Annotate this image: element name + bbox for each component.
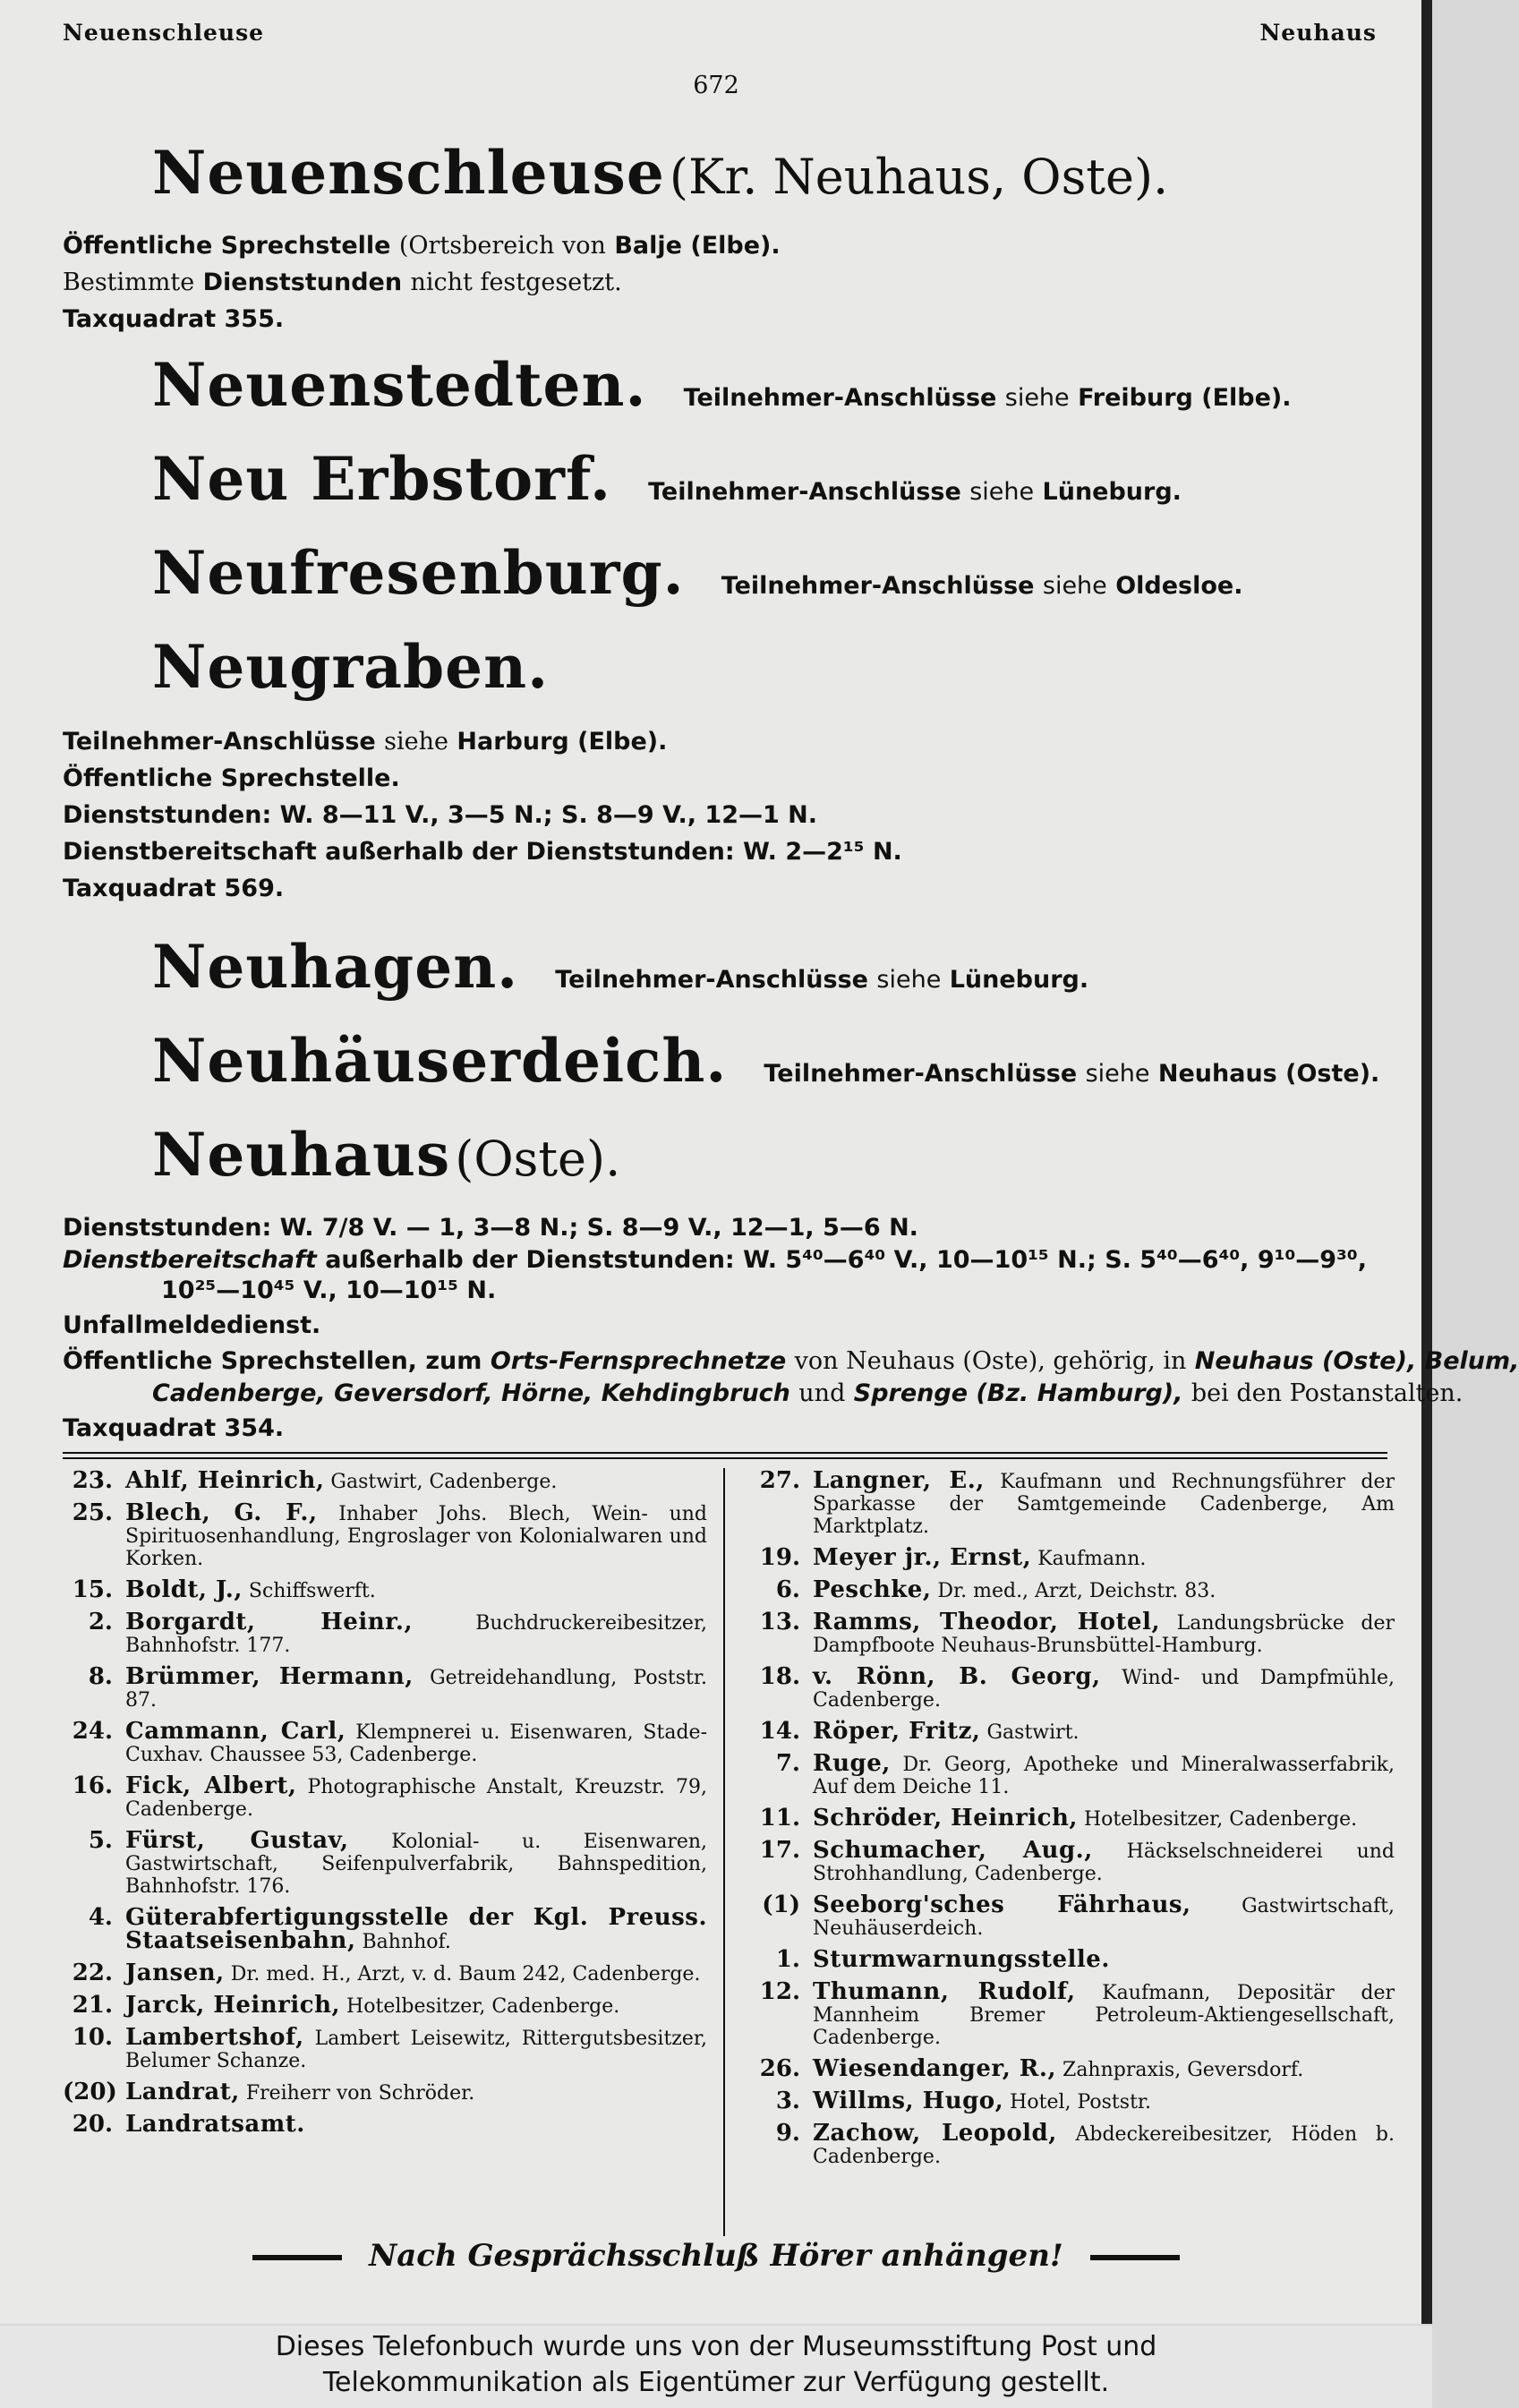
subscriber-entry [63,1576,707,1603]
public-stations-line: Öffentliche Sprechstellen, zum Orts-Fernsprechnetze von Neuhaus (Oste), gehörig, in Neuhaus (Oste), Belum, [63,1347,1519,1375]
subscriber-number: 15. [72,1576,113,1603]
taxquadrat: Taxquadrat 355. [63,305,285,333]
subscriber-entry [63,1827,708,1898]
subscriber-description: Photographische Anstalt, Kreuzstr. 79, Cadenberge. [125,1776,707,1821]
subscriber-number: 2. [88,1609,113,1635]
subscriber-number: 8. [88,1663,113,1690]
subscriber-name: Fürst, Gustav, [125,1827,349,1854]
subscriber-text [813,1946,1395,1973]
section-neuhaeuserdeich [63,1020,1486,1117]
place-name: Neuhäuserdeich. [152,1026,728,1096]
subscriber-description: Lambert Leisewitz, Rittergutsbesitzer, Belumer Schanze. [125,2028,707,2072]
reference: Teilnehmer-Anschlüsse siehe Oldesloe. [721,572,1243,600]
subscriber-name: Cammann, Carl, [125,1718,346,1745]
subscriber-entry [750,1467,1395,1538]
subscriber-number: 17. [759,1837,800,1864]
subscriber-name: Röper, Fritz, [813,1718,981,1745]
place-suffix: (Oste). [455,1131,621,1187]
subscriber-name: Landratsamt. [125,2111,305,2138]
subscriber-number: 10. [72,2024,113,2051]
place-suffix: (Kr. Neuhaus, Oste). [669,149,1169,205]
subscriber-entry [750,1946,1395,1973]
subscriber-name: Ahlf, Heinrich, [125,1467,325,1494]
subscriber-entry [750,1978,1395,2049]
subscriber-name: Thumann, Rudolf, [813,1978,1076,2005]
info-line: Unfallmeldedienst. [63,1311,321,1339]
running-header-left: Neuenschleuse [63,20,265,46]
subscriber-entry [63,1904,707,1954]
subscriber-name: Landrat, [125,2079,240,2105]
subscriber-description: Kaufmann, Depositär der Mannheim Bremer Petroleum-Aktiengesellschaft, Cadenberge. [813,1982,1395,2049]
standby-line: Dienstbereitschaft außerhalb der Dienststunden: W. 2—2¹⁵ N. [63,838,902,866]
subscriber-name: Güterabfertigungsstelle der Kgl. Preuss. Staatseisenbahn, [125,1904,707,1954]
subscriber-number: 24. [72,1718,113,1745]
subscriber-name: Borgardt, Heinr., [125,1609,414,1635]
subscriber-number: 14. [759,1718,800,1745]
subscriber-description: Hotelbesitzer, Cadenberge. [346,1995,620,2018]
subscriber-number: 4. [88,1904,113,1931]
subscriber-text [125,1772,707,1821]
subscriber-name: Fick, Albert, [125,1772,297,1799]
page-number: 672 [693,72,739,99]
place-name: Neu Erbstorf. [152,444,611,514]
section-neugraben [63,627,1396,907]
subscriber-description: Hotel, Poststr. [1010,2091,1151,2113]
subscriber-entry [63,1718,707,1766]
standby-line: Dienstbereitschaft außerhalb der Dienststunden: W. 5⁴⁰—6⁴⁰ V., 10—10¹⁵ N.; S. 5⁴⁰—6⁴⁰, 9¹⁰—9³⁰, [63,1246,1367,1274]
place-name: Neuenschleuse [152,138,665,208]
subscriber-number: 21. [72,1992,113,2019]
subscriber-text [813,2122,1395,2168]
reference: Teilnehmer-Anschlüsse siehe Freiburg (Elbe). [683,384,1292,412]
subscriber-description: Buchdruckereibesitzer, Bahnhofstr. 177. [125,1612,707,1657]
subscriber-entry [63,1611,707,1657]
subscriber-description: Klempnerei u. Eisenwaren, Stade-Cuxhav. Chaussee 53, Cadenberge. [125,1721,707,1766]
subscriber-number: 18. [759,1663,800,1690]
subscriber-name: Jansen, [125,1960,225,1986]
subscriber-text [125,1611,707,1657]
info-line: Öffentliche Sprechstelle (Ortsbereich von Balje (Elbe). [63,232,781,260]
subscriber-name: Schröder, Heinrich, [813,1805,1078,1832]
subscriber-text [813,1891,1395,1940]
subscriber-entry [750,1544,1395,1571]
subscriber-entry [63,1467,707,1494]
subscriber-number: 27. [759,1467,800,1494]
subscriber-number: 20. [72,2111,113,2138]
reference: Teilnehmer-Anschlüsse siehe Lüneburg. [555,966,1089,994]
subscriber-description: Gastwirtschaft, Neuhäuserdeich. [813,1895,1395,1940]
subscriber-description: Abdeckereibesitzer, Höden b. Cadenberge. [813,2123,1395,2168]
subscriber-description: Dr. Georg, Apotheke und Mineralwasserfabrik, Auf dem Deiche 11. [813,1754,1395,1798]
credit-note [0,2326,1432,2408]
subscriber-text [813,1467,1395,1538]
subscriber-text [125,1467,707,1494]
subscriber-entry [750,1663,1395,1712]
subscriber-entry [750,1891,1395,1940]
subscriber-number: (20) [63,2079,117,2105]
public-stations-line-cont: Cadenberge, Geversdorf, Hörne, Kehdingbruch und Sprenge (Bz. Hamburg), bei den Postanstalten. [152,1379,1464,1407]
subscriber-text [125,1962,707,1985]
subscriber-description: Freiherr von Schröder. [245,2082,475,2105]
running-header-right: Neuhaus [1259,20,1377,46]
subscriber-entry [750,2055,1395,2082]
subscriber-entry [63,1663,707,1712]
subscriber-text [125,1718,707,1766]
subscriber-text [813,1718,1395,1745]
subscriber-number: 3. [775,2088,800,2114]
subscriber-entry [63,1962,707,1985]
hours-line: Dienststunden: W. 8—11 V., 3—5 N.; S. 8—9 V., 12—1 N. [63,801,818,829]
subscriber-name: Zachow, Leopold, [813,2120,1057,2147]
rule-left [252,2255,342,2260]
subscriber-description: Hotelbesitzer, Cadenberge. [1083,1808,1358,1831]
subscriber-number: 1. [775,1946,800,1973]
subscriber-number: 7. [775,1750,800,1777]
subscriber-text [813,1750,1395,1798]
place-name: Neuhagen. [152,932,519,1002]
subscriber-entry [750,1611,1395,1657]
column-divider [723,1468,725,2236]
footer-note: Nach Gesprächsschluß Hörer anhängen! [0,2238,1432,2274]
place-name: Neufresenburg. [152,538,685,608]
subscriber-name: Lambertshof, [125,2024,304,2051]
info-line: Teilnehmer-Anschlüsse siehe Harburg (Elbe). [63,728,668,756]
subscriber-text [813,1576,1395,1603]
credit-line: Telekommunikation als Eigentümer zur Verfügung gestellt. [322,2367,1110,2398]
subscriber-number: 19. [759,1544,800,1571]
subscriber-number: 11. [759,1805,800,1832]
subscriber-text [813,1544,1395,1571]
section-neu-erbstorf [63,439,1486,535]
subscriber-list-left [63,1467,708,2146]
subscriber-name: Meyer jr., Ernst, [813,1544,1032,1571]
subscriber-number: 25. [72,1499,113,1526]
subscriber-text [813,1837,1395,1885]
section-neuhagen [63,926,1486,1023]
subscriber-entry [750,2122,1395,2168]
subscriber-name: Ramms, Theodor, Hotel, [813,1609,1161,1635]
subscriber-name: Langner, E., [813,1467,985,1494]
subscriber-number: 26. [759,2055,800,2082]
subscriber-name: Blech, G. F., [125,1499,318,1526]
double-rule [63,1452,1387,1459]
subscriber-name: Peschke, [813,1576,932,1603]
place-name: Neugraben. [152,632,550,702]
subscriber-number: (1) [762,1891,800,1918]
subscriber-number: 16. [72,1772,113,1799]
standby-line-cont: 10²⁵—10⁴⁵ V., 10—10¹⁵ N. [161,1277,497,1304]
section-neuenstedten [63,345,1486,441]
subscriber-text [813,1663,1395,1712]
subscriber-description: Bahnhof. [362,1931,451,1953]
subscriber-description: Dr. med., Arzt, Deichstr. 83. [937,1580,1216,1602]
taxquadrat: Taxquadrat 569. [63,875,285,902]
place-name: Neuhaus [152,1120,451,1190]
subscriber-name: Boldt, J., [125,1576,243,1603]
subscriber-description: Gastwirt, Cadenberge. [330,1471,558,1493]
subscriber-text [125,1499,707,1570]
subscriber-text [125,1994,707,2018]
subscriber-description: Wind- und Dampfmühle, Cadenberge. [813,1667,1395,1712]
credit-line: Dieses Telefonbuch wurde uns von der Museumsstiftung Post und [275,2331,1157,2362]
subscriber-entry [63,1994,707,2018]
info-line: Bestimmte Dienststunden nicht festgesetzt. [63,269,622,296]
subscriber-entry [750,1837,1395,1885]
subscriber-name: Ruge, [813,1750,891,1777]
subscriber-entry [750,1750,1395,1798]
subscriber-name: Brümmer, Hermann, [125,1663,414,1690]
subscriber-description: Dr. med. H., Arzt, v. d. Baum 242, Cadenberge. [230,1963,701,1985]
subscriber-name: Seeborg'sches Fährhaus, [813,1891,1191,1918]
subscriber-list-right [750,1467,1395,2177]
subscriber-number: 22. [72,1960,113,1986]
subscriber-description: Schiffswerft. [248,1580,376,1602]
subscriber-entry [750,1807,1395,1831]
subscriber-text [125,1576,707,1603]
subscriber-entry [750,1576,1395,1603]
subscriber-description: Gastwirt. [986,1721,1080,1744]
subscriber-text [813,1978,1395,2049]
subscriber-name: Wiesendanger, R., [813,2055,1057,2082]
subscriber-description: Häckselschneiderei und Strohhandlung, Cadenberge. [813,1840,1395,1885]
subscriber-name: Schumacher, Aug., [813,1837,1093,1864]
section-neuhaus [63,1114,1519,1447]
subscriber-text [813,1807,1395,1831]
info-line: Öffentliche Sprechstelle. [63,764,400,792]
subscriber-text [125,1904,707,1954]
taxquadrat: Taxquadrat 354. [63,1414,285,1442]
subscriber-number: 9. [775,2120,800,2147]
subscriber-name: v. Rönn, B. Georg, [813,1663,1101,1690]
subscriber-number: 13. [759,1609,800,1635]
subscriber-entry [63,1499,707,1570]
place-name: Neuenstedten. [152,350,647,420]
section-neuenschleuse [63,134,1396,337]
subscriber-text [125,1827,708,1898]
subscriber-name: Willms, Hugo, [813,2088,1004,2114]
subscriber-text [125,1663,707,1712]
subscriber-number: 23. [72,1467,113,1494]
subscriber-number: 6. [775,1576,800,1603]
subscriber-description: Inhaber Johs. Blech, Wein- und Spirituosenhandlung, Engroslager von Kolonialwaren und Korken. [125,1503,707,1570]
subscriber-description: Zahnpraxis, Geversdorf. [1062,2059,1304,2081]
subscriber-number: 12. [759,1978,800,2005]
subscriber-description: Kaufmann und Rechnungsführer der Sparkasse der Samtgemeinde Cadenberge, Am Marktplatz. [813,1471,1395,1538]
reference: Teilnehmer-Anschlüsse siehe Lüneburg. [648,478,1182,506]
subscriber-number: 5. [88,1827,113,1854]
subscriber-text [125,2081,707,2105]
subscriber-entry [63,2024,707,2072]
subscriber-name: Jarck, Heinrich, [125,1992,341,2019]
subscriber-description: Landungsbrücke der Dampfboote Neuhaus-Brunsbüttel-Hamburg. [813,1612,1395,1657]
subscriber-text [125,2024,707,2072]
subscriber-text [125,2113,707,2137]
subscriber-text [813,2055,1395,2082]
subscriber-description: Kolonial- u. Eisenwaren, Gastwirtschaft, Seifenpulverfabrik, Bahnspedition, Bahnhofstr. 176. [125,1831,708,1898]
subscriber-text [813,2090,1395,2113]
subscriber-text [813,1611,1395,1657]
subscriber-entry [63,2081,707,2105]
reference: Teilnehmer-Anschlüsse siehe Neuhaus (Oste). [764,1060,1380,1088]
subscriber-entry [750,1718,1395,1745]
subscriber-description: Getreidehandlung, Poststr. 87. [125,1667,707,1712]
subscriber-name: Sturmwarnungsstelle. [813,1946,1110,1973]
subscriber-entry [63,2113,707,2137]
subscriber-entry [750,2090,1395,2113]
hours-line: Dienststunden: W. 7/8 V. — 1, 3—8 N.; S. 8—9 V., 12—1, 5—6 N. [63,1214,918,1242]
subscriber-description: Kaufmann. [1037,1548,1147,1570]
rule-right [1090,2255,1180,2260]
section-neufresenburg [63,533,1486,629]
subscriber-entry [63,1772,707,1821]
